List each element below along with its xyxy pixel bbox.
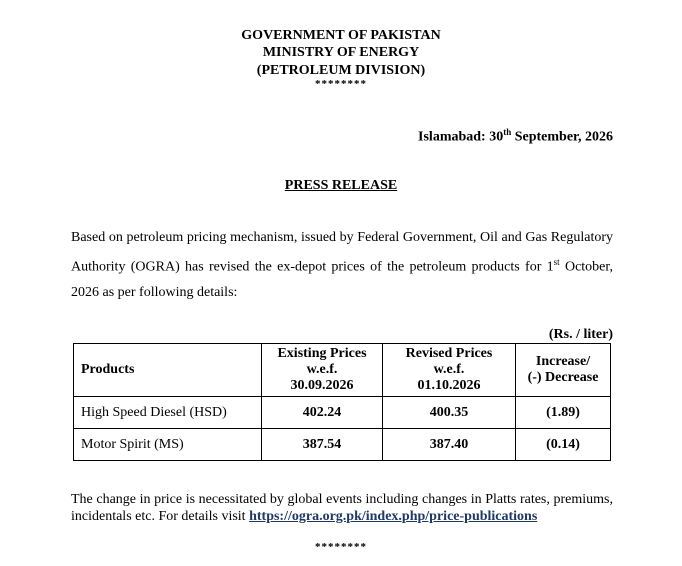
- header-change: [516, 344, 611, 397]
- header-revised-line2: w.e.f.: [433, 362, 465, 377]
- header-change-line2: (-) Decrease: [527, 370, 599, 385]
- intro-text: Based on petroleum pricing mechanism, issued by Federal Government, Oil and Gas Regulatory Authority (OGRA) has revised the ex-depot prices of the petroleum products for 1: [71, 230, 613, 275]
- price-change: (1.89): [516, 397, 611, 429]
- header-existing-line2: w.e.f.: [306, 362, 338, 377]
- page-title: PRESS RELEASE: [284, 178, 398, 193]
- closing-paragraph: [71, 491, 613, 525]
- existing-price: 402.24: [262, 397, 383, 429]
- header-ministry: MINISTRY OF ENERGY: [262, 45, 420, 60]
- price-unit: (Rs. / liter): [548, 327, 613, 342]
- header-existing-line3: 30.09.2026: [290, 378, 354, 393]
- footer-separator: ********: [315, 541, 367, 553]
- closing-text: The change in price is necessitated by global events including changes in Platts rates, premiums, incidentals etc. For details visit: [71, 492, 613, 524]
- intro-text-end: October, 2026 as per following details:: [71, 259, 613, 300]
- header-revised-prices: [383, 344, 516, 397]
- table-row: [74, 429, 611, 461]
- price-publications-link[interactable]: https://ogra.org.pk/index.php/price-publications: [249, 509, 538, 524]
- dateline-place: Islamabad: 30: [418, 129, 504, 145]
- dateline-rest: September, 2026: [511, 129, 613, 145]
- dateline-suffix: th: [503, 127, 512, 137]
- price-table: [73, 343, 611, 461]
- header-division: (PETROLEUM DIVISION): [256, 63, 426, 78]
- price-change: (0.14): [516, 429, 611, 461]
- header-government: GOVERNMENT OF PAKISTAN: [241, 28, 441, 43]
- existing-price: 387.54: [262, 429, 383, 461]
- header-existing-line1: Existing Prices: [277, 346, 367, 361]
- header-revised-line3: 01.10.2026: [417, 378, 481, 393]
- dateline: [418, 127, 613, 146]
- header-change-line1: Increase/: [535, 354, 591, 369]
- table-row: [74, 397, 611, 429]
- header-existing-prices: [262, 344, 383, 397]
- intro-suffix: st: [553, 257, 560, 267]
- table-header-row: [74, 344, 611, 397]
- product-name: Motor Spirit (MS): [74, 429, 262, 461]
- revised-price: 387.40: [383, 429, 516, 461]
- header-separator: ********: [315, 78, 367, 90]
- revised-price: 400.35: [383, 397, 516, 429]
- header-revised-line1: Revised Prices: [405, 346, 493, 361]
- header-products: Products: [74, 344, 262, 397]
- intro-paragraph: [71, 225, 613, 305]
- product-name: High Speed Diesel (HSD): [74, 397, 262, 429]
